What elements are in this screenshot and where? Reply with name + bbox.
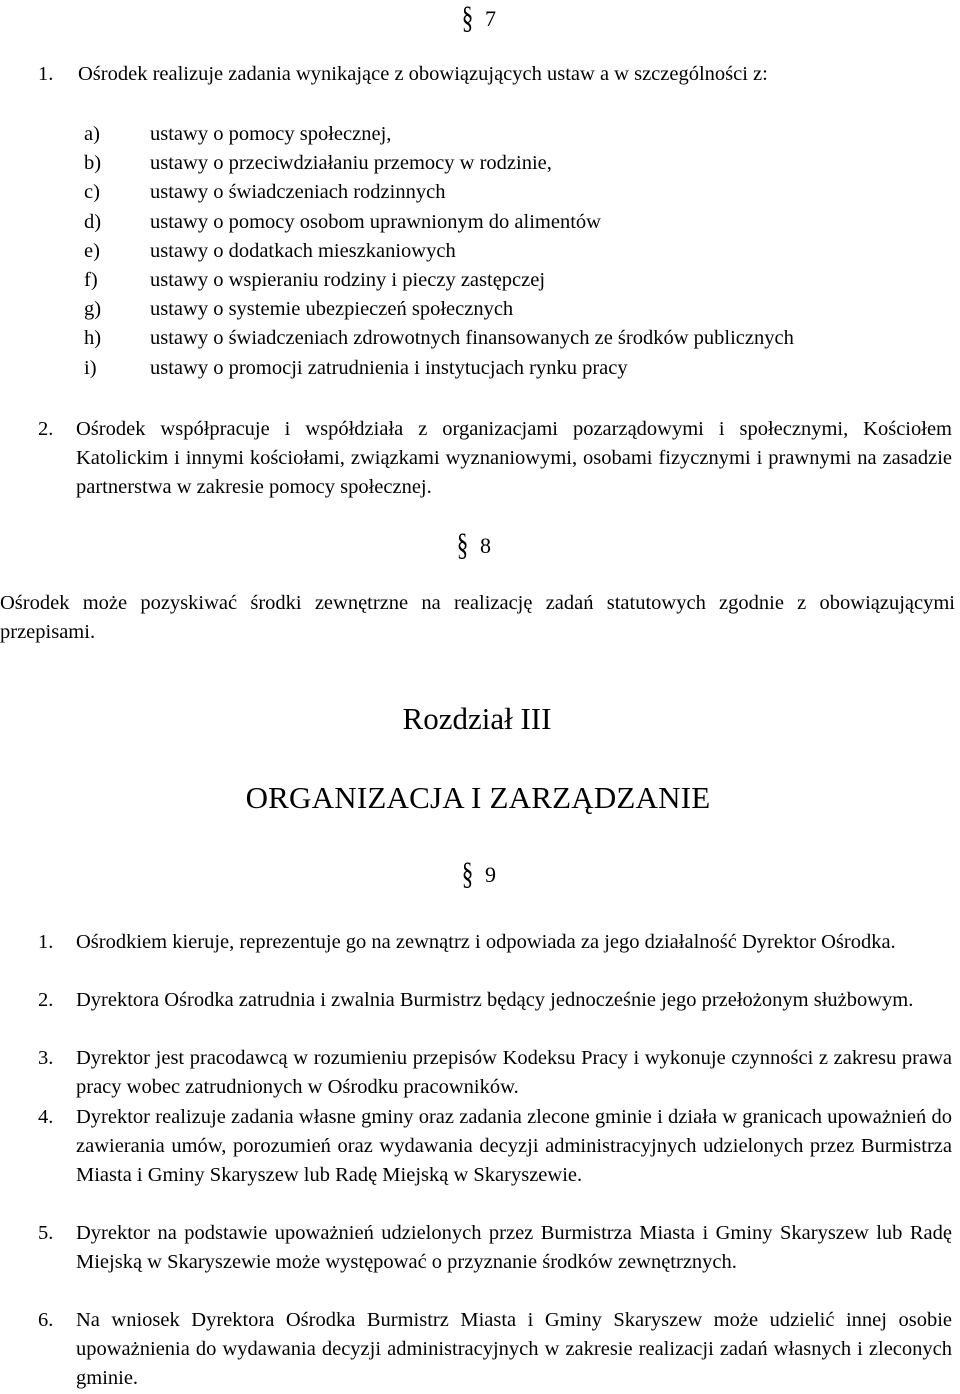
section-7-heading	[461, 0, 496, 36]
item-number: 3.	[38, 1047, 54, 1069]
list-item	[84, 208, 954, 237]
list-item	[84, 237, 954, 266]
par9-item-5	[38, 1219, 952, 1277]
list-item-text: ustawy o pomocy społecznej,	[150, 123, 392, 145]
section-number: 7	[485, 6, 496, 31]
list-item-label: f)	[84, 268, 98, 291]
list-item	[84, 178, 954, 207]
item-number: 5.	[38, 1222, 54, 1244]
list-item-label: h)	[84, 327, 102, 350]
section-number: 8	[480, 533, 491, 558]
par7-item-2	[38, 415, 952, 503]
chapter-title: ORGANIZACJA I ZARZĄDZANIE	[245, 780, 711, 815]
list-item-label: d)	[84, 210, 102, 233]
section-9-heading	[461, 855, 496, 892]
list-item-text: ustawy o pomocy osobom uprawnionym do alimentów	[150, 210, 601, 233]
statute-list	[84, 120, 954, 383]
par8-text: Ośrodek może pozyskiwać środki zewnętrzne na realizację zadań statutowych zgodnie z obowiązującymi przepisami.	[0, 592, 955, 644]
list-item-label: a)	[84, 123, 100, 145]
par9-item-1	[38, 928, 952, 957]
list-item-text: ustawy o wspieraniu rodziny i pieczy zastępczej	[150, 268, 546, 291]
item-text: Ośrodek współpracuje i współdziała z organizacjami pozarządowymi i społecznymi, Kościołem Katolickim i innymi kościołami, związkami wyznaniowymi, osobami fizycznymi i prawnymi na zasadzie partnerstwa w zakresie pomocy społecznej.	[76, 418, 952, 499]
list-item-text: ustawy o świadczeniach zdrowotnych finansowanych ze środków publicznych	[150, 327, 794, 350]
section-sign: §	[461, 855, 474, 892]
section-sign: §	[461, 0, 474, 36]
list-item-text: ustawy o dodatkach mieszkaniowych	[150, 239, 456, 262]
par9-item-4	[38, 1103, 952, 1191]
item-text: Na wniosek Dyrektora Ośrodka Burmistrz Miasta i Gminy Skaryszew może udzielić innej osobie upoważnienia do wydawania decyzji administracyjnych w zakresie realizacji zadań własnych i zleconych gminie.	[76, 1309, 952, 1390]
list-item-label: g)	[84, 298, 102, 321]
list-item-text: ustawy o przeciwdziałaniu przemocy w rodzinie,	[150, 152, 552, 175]
par9-item-2	[38, 986, 952, 1015]
chapter-label: Rozdział III	[402, 701, 552, 736]
list-item-label: c)	[84, 181, 100, 204]
list-item-text: ustawy o systemie ubezpieczeń społecznych	[150, 298, 514, 321]
list-item	[84, 324, 954, 353]
item-text: Dyrektora Ośrodka zatrudnia i zwalnia Burmistrz będący jednocześnie jego przełożonym służbowym.	[76, 989, 914, 1011]
list-item	[84, 295, 954, 324]
item-number: 2.	[38, 989, 54, 1011]
list-item-label: i)	[84, 356, 97, 379]
list-item	[84, 120, 954, 149]
list-item-label: b)	[84, 152, 102, 175]
item-number: 4.	[38, 1106, 54, 1128]
item-text: Ośrodek realizuje zadania wynikające z obowiązujących ustaw a w szczególności z:	[78, 63, 768, 85]
item-number: 1.	[38, 931, 54, 953]
section-number: 9	[485, 862, 496, 887]
item-number: 2.	[38, 418, 54, 440]
item-text: Dyrektor na podstawie upoważnień udzielonych przez Burmistrza Miasta i Gminy Skaryszew lub Radę Miejską w Skaryszewie może występować o przyznanie środków zewnętrznych.	[76, 1222, 952, 1274]
par9-item-3	[38, 1044, 952, 1102]
list-item	[84, 266, 954, 295]
list-item-text: ustawy o promocji zatrudnienia i instytucjach rynku pracy	[150, 356, 628, 379]
section-sign: §	[456, 526, 469, 563]
item-number: 6.	[38, 1309, 54, 1331]
item-text: Dyrektor realizuje zadania własne gminy oraz zadania zlecone gminie i działa w granicach upoważnień do zawierania umów, porozumień oraz wydawania decyzji administracyjnych udzielonych przez Burmistrza Miasta i Gminy Skaryszew lub Radę Miejską w Skaryszewie.	[76, 1106, 952, 1187]
list-item-label: e)	[84, 239, 100, 262]
section-8-heading	[456, 526, 491, 563]
par9-item-6	[38, 1306, 952, 1394]
list-item	[84, 354, 954, 383]
list-item	[84, 149, 954, 178]
item-text: Ośrodkiem kieruje, reprezentuje go na zewnątrz i odpowiada za jego działalność Dyrektor Ośrodka.	[76, 931, 896, 953]
item-text: Dyrektor jest pracodawcą w rozumieniu przepisów Kodeksu Pracy i wykonuje czynności z zakresu prawa pracy wobec zatrudnionych w Ośrodku pracowników.	[76, 1047, 952, 1099]
list-item-text: ustawy o świadczeniach rodzinnych	[150, 181, 446, 204]
item-number: 1.	[38, 63, 54, 85]
